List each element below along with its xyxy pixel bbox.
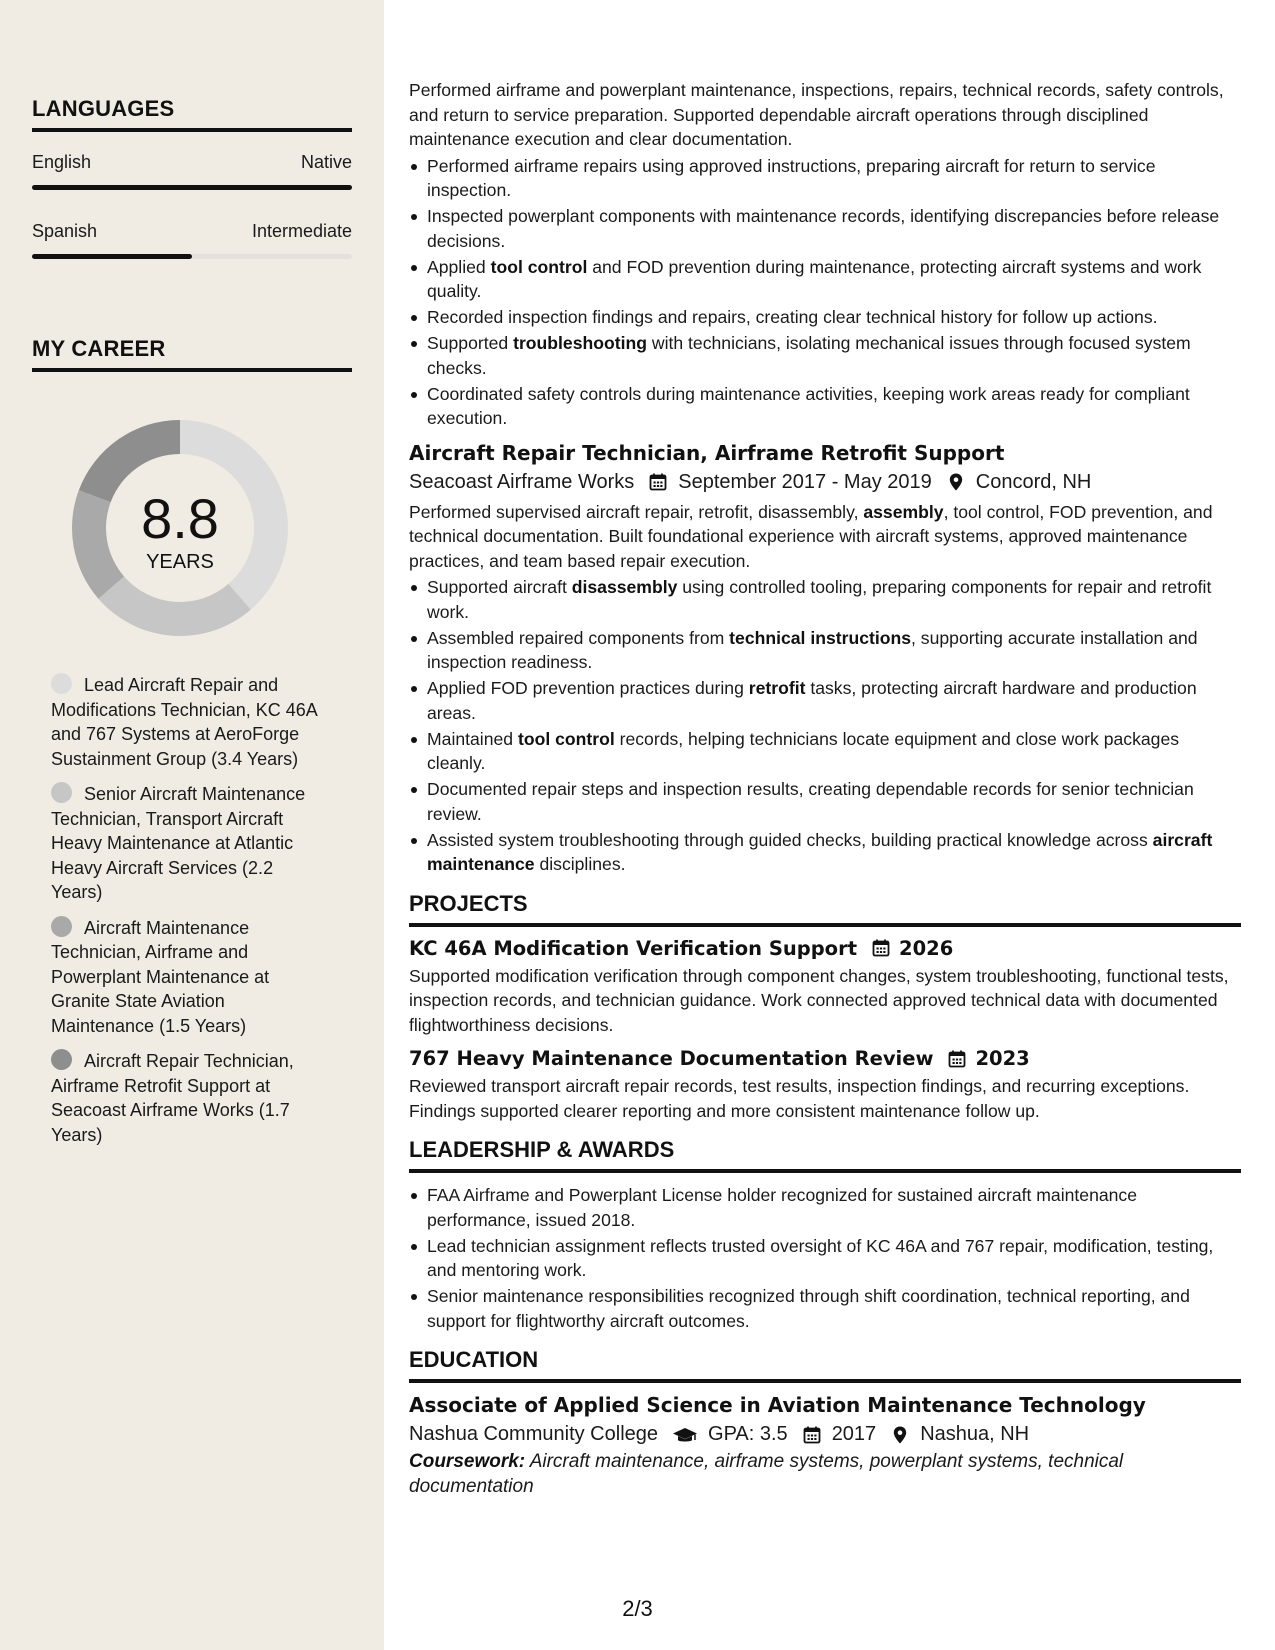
language-level: Native [300, 152, 352, 172]
language-proficiency-fill [32, 254, 192, 259]
text-run: Applied FOD prevention practices during [427, 678, 749, 698]
company-name: Seacoast Airframe Works [409, 470, 635, 493]
bullet-item [409, 255, 1241, 304]
sidebar [0, 0, 384, 1650]
legend-dot [51, 673, 72, 694]
text-run: Performed airframe repairs using approved instructions, preparing aircraft for return to service inspection. [427, 155, 1156, 200]
map-pin-icon [890, 1425, 910, 1445]
bullet-item [409, 828, 1241, 877]
language-name: Spanish [32, 221, 98, 241]
text-run: disciplines. [534, 854, 626, 874]
page-number: 2/3 [622, 1596, 653, 1621]
legend-dot [51, 916, 72, 937]
career-legend-text: Aircraft Maintenance Technician, Airframe and Powerplant Maintenance at Granite State Aviation Maintenance (1.5 Years) [51, 917, 270, 1036]
calendar-icon [871, 938, 891, 958]
career-legend-item [51, 916, 326, 1039]
text-run: records, helping technicians locate equipment and close work packages cleanly. [427, 728, 1180, 773]
text-run: and FOD prevention during maintenance, protecting aircraft systems and work quality. [427, 256, 1202, 301]
bullet-item [409, 382, 1241, 431]
education-year: 2017 [831, 1423, 877, 1445]
bullet-item [409, 154, 1241, 203]
donut-segment [98, 576, 250, 636]
career-total-years: 8.8 [141, 487, 219, 550]
project-description: Reviewed transport aircraft repair records, test results, inspection findings, and recurring exceptions. Findings supported clearer reporting and more consistent maintenance follow up. [409, 1076, 1190, 1121]
experience-summary: Performed airframe and powerplant maintenance, inspections, repairs, technical records, safety controls, and return to service preparation. Supported dependable aircraft operations through disciplined maintenance execution and clear documentation. [409, 80, 1224, 149]
career-legend-item [51, 673, 326, 771]
text-run: with technicians, isolating mechanical issues through focused system checks. [427, 333, 1191, 378]
text-run: Performed supervised aircraft repair, retrofit, disassembly, [409, 501, 864, 522]
text-run: using controlled tooling, preparing components for repair and retrofit work. [427, 577, 1212, 622]
bullet-item [409, 575, 1241, 624]
calendar-icon [947, 1049, 967, 1069]
project-title: 767 Heavy Maintenance Documentation Review [409, 1047, 934, 1070]
leadership-bullets [409, 1183, 1241, 1333]
project-title: KC 46A Modification Verification Support [409, 936, 858, 960]
project-year: 2023 [975, 1047, 1030, 1070]
languages-heading: LANGUAGES [32, 96, 352, 132]
bullet-item [409, 777, 1241, 826]
school-name: Nashua Community College [409, 1423, 659, 1445]
text-run: Maintained [427, 728, 518, 749]
text-run: Assisted system troubleshooting through guided checks, building practical knowledge across [427, 829, 1153, 850]
text-run: , tool control, FOD prevention, and technical documentation. Built foundational experience with aircraft systems, approved maintenance practices, and team based repair execution. [409, 501, 1213, 571]
job-dates: September 2017 - May 2019 [678, 470, 932, 493]
text-run: Applied [427, 256, 491, 277]
career-years-label: YEARS [146, 551, 214, 573]
main-content [409, 78, 1241, 1499]
language-row [32, 221, 352, 259]
text-run: Documented repair steps and inspection results, creating dependable records for senior technician review. [427, 779, 1194, 824]
job-bullets [409, 575, 1241, 877]
career-legend-item [51, 1049, 326, 1147]
career-legend-item [51, 782, 326, 905]
leadership-item: Senior maintenance responsibilities recognized through shift coordination, technical reporting, and support for flightworthy aircraft outcomes. [409, 1284, 1241, 1333]
language-name: English [32, 152, 92, 172]
text-run: , supporting accurate installation and inspection readiness. [427, 627, 1198, 672]
leadership-item: FAA Airframe and Powerplant License holder recognized for sustained aircraft maintenance performance, issued 2018. [409, 1183, 1241, 1232]
emphasis-text: tool control [517, 728, 615, 749]
emphasis-text: troubleshooting [513, 333, 647, 353]
education-location: Nashua, NH [920, 1423, 1030, 1445]
job-meta [409, 471, 1241, 494]
legend-dot [51, 782, 72, 803]
calendar-icon [648, 472, 668, 492]
career-donut-chart [66, 414, 294, 642]
bullet-item [409, 331, 1241, 380]
career-legend-text: Senior Aircraft Maintenance Technician, Transport Aircraft Heavy Maintenance at Atlantic Heavy Aircraft Services (2.2 Years) [51, 784, 306, 902]
text-run: Inspected powerplant components with maintenance records, identifying discrepancies before release decisions. [427, 206, 1220, 251]
project-title-row [409, 937, 1241, 960]
language-proficiency-fill [32, 185, 352, 190]
emphasis-text: retrofit [748, 678, 806, 698]
leadership-heading: LEADERSHIP & AWARDS [409, 1137, 1241, 1173]
experience-bullets [409, 154, 1241, 431]
text-run: tasks, protecting aircraft hardware and production areas. [427, 678, 1197, 723]
emphasis-text: aircraft maintenance [427, 829, 1213, 874]
projects-heading: PROJECTS [409, 891, 1241, 927]
emphasis-text: tool control [490, 256, 588, 277]
coursework-text: Aircraft maintenance, airframe systems, powerplant systems, technical documentation [409, 1451, 1124, 1497]
text-run: Assembled repaired components from [427, 627, 730, 648]
career-heading: MY CAREER [32, 336, 352, 372]
education-gpa: GPA: 3.5 [708, 1423, 788, 1445]
language-level: Intermediate [251, 221, 352, 241]
leadership-item: Lead technician assignment reflects trusted oversight of KC 46A and 767 repair, modification, testing, and mentoring work. [409, 1234, 1241, 1283]
language-proficiency-bar [32, 254, 352, 259]
emphasis-text: assembly [863, 501, 944, 522]
career-legend-text: Aircraft Repair Technician, Airframe Retrofit Support at Seacoast Airframe Works (1.7 Years) [51, 1051, 294, 1145]
project-title-row [409, 1047, 1241, 1070]
job-title: Aircraft Repair Technician, Airframe Retrofit Support [409, 440, 1005, 465]
language-proficiency-bar [32, 185, 352, 190]
text-run: Supported aircraft [427, 577, 572, 597]
career-legend-text: Lead Aircraft Repair and Modifications Technician, KC 46A and 767 Systems at AeroForge Sustainment Group (3.4 Years) [51, 675, 317, 769]
bullet-item [409, 626, 1241, 675]
project-year: 2026 [899, 936, 954, 960]
coursework [409, 1450, 1241, 1499]
education-meta [409, 1423, 1241, 1446]
degree-title: Associate of Applied Science in Aviation Maintenance Technology [409, 1393, 1146, 1417]
bullet-item [409, 676, 1241, 725]
project-description: Supported modification verification through component changes, system troubleshooting, functional tests, inspection records, and technician guidance. Work connected approved technical data with documented flightworthiness decisions. [409, 965, 1229, 1035]
bullet-item [409, 305, 1241, 330]
text-run: Coordinated safety controls during maintenance activities, keeping work areas ready for compliant execution. [427, 383, 1190, 428]
career-legend [51, 673, 326, 1158]
bullet-item [409, 727, 1241, 776]
job-summary [409, 500, 1241, 574]
bullet-item [409, 204, 1241, 253]
coursework-label: Coursework: [409, 1451, 526, 1472]
emphasis-text: disassembly [571, 577, 678, 597]
calendar-icon [802, 1425, 822, 1445]
language-row [32, 152, 352, 190]
map-pin-icon [946, 472, 966, 492]
education-heading: EDUCATION [409, 1347, 1241, 1383]
text-run: Supported [427, 333, 514, 353]
emphasis-text: technical instructions [729, 627, 912, 648]
text-run: Recorded inspection findings and repairs, creating clear technical history for follow up actions. [427, 307, 1158, 327]
legend-dot [51, 1049, 72, 1070]
graduation-cap-icon [672, 1425, 698, 1445]
job-location: Concord, NH [975, 470, 1092, 493]
donut-segment [72, 490, 124, 598]
